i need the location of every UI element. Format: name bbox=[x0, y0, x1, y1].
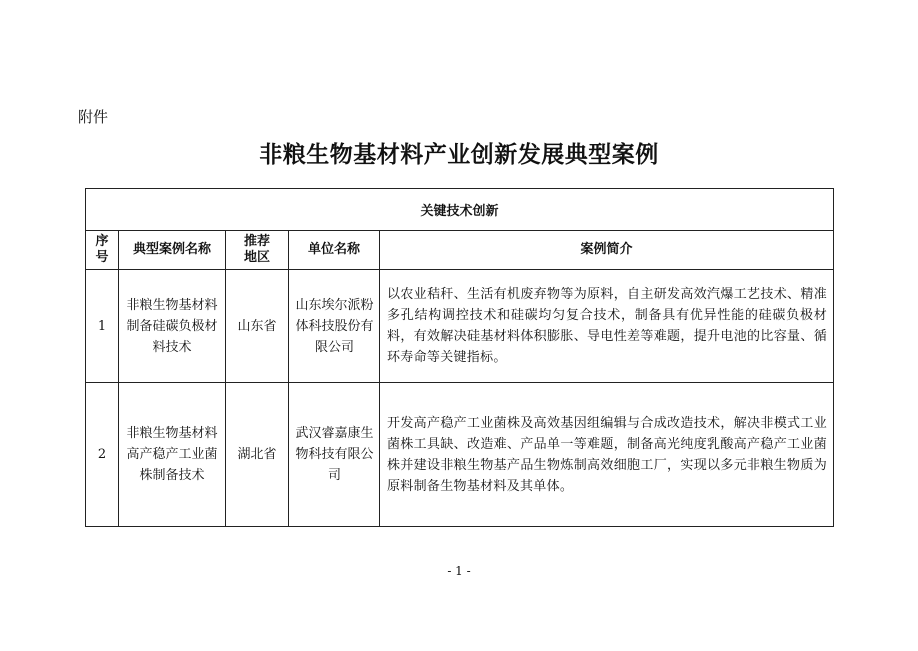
region-cell: 山东省 bbox=[226, 270, 289, 383]
column-header-index bbox=[86, 231, 119, 270]
section-heading-row bbox=[86, 189, 834, 231]
case-table bbox=[85, 188, 834, 527]
column-header-summary: 案例简介 bbox=[380, 231, 834, 270]
case-name-cell bbox=[119, 383, 226, 527]
organization: 山东埃尔派粉体科技股份有限公司 bbox=[295, 297, 374, 355]
document-title: 非粮生物基材料产业创新发展典型案例 bbox=[259, 141, 659, 168]
section-heading: 关键技术创新 bbox=[86, 189, 834, 231]
column-header-row bbox=[86, 231, 834, 270]
table-row bbox=[86, 270, 834, 383]
row-index: 2 bbox=[86, 383, 119, 527]
case-name-cell bbox=[119, 270, 226, 383]
column-header-region-text: 推荐地区 bbox=[243, 234, 270, 265]
summary-cell: 开发高产稳产工业菌株及高效基因组编辑与合成改造技术，解决非模式工业菌株工具缺、改造难、产品单一等难题，制备高光纯度乳酸高产稳产工业菌株并建设非粮生物基产品生物炼制高效细胞工厂，实现以多元非粮生物质为原料制备生物基材料及其单体。 bbox=[380, 383, 834, 527]
summary-cell: 以农业秸秆、生活有机废弃物等为原料，自主研发高效汽爆工艺技术、精准多孔结构调控技术和硅碳均匀复合技术，制备具有优异性能的硅碳负极材料，有效解决硅基材料体积膨胀、导电性差等难题，提升电池的比容量、循环寿命等关键指标。 bbox=[380, 270, 834, 383]
page-number: - 1 - bbox=[447, 564, 471, 578]
organization-cell bbox=[289, 383, 380, 527]
column-header-index-text: 序号 bbox=[95, 234, 109, 265]
region-cell: 湖北省 bbox=[226, 383, 289, 527]
organization: 武汉睿嘉康生物科技有限公司 bbox=[295, 426, 374, 483]
column-header-region bbox=[226, 231, 289, 270]
row-index: 1 bbox=[86, 270, 119, 383]
attachment-label: 附件 bbox=[78, 108, 109, 126]
column-header-organization: 单位名称 bbox=[289, 231, 380, 270]
column-header-case-name: 典型案例名称 bbox=[119, 231, 226, 270]
organization-cell bbox=[289, 270, 380, 383]
table-row bbox=[86, 383, 834, 527]
case-name: 非粮生物基材料制备硅碳负极材料技术 bbox=[126, 297, 218, 355]
case-name: 非粮生物基材料高产稳产工业菌株制备技术 bbox=[126, 426, 218, 483]
